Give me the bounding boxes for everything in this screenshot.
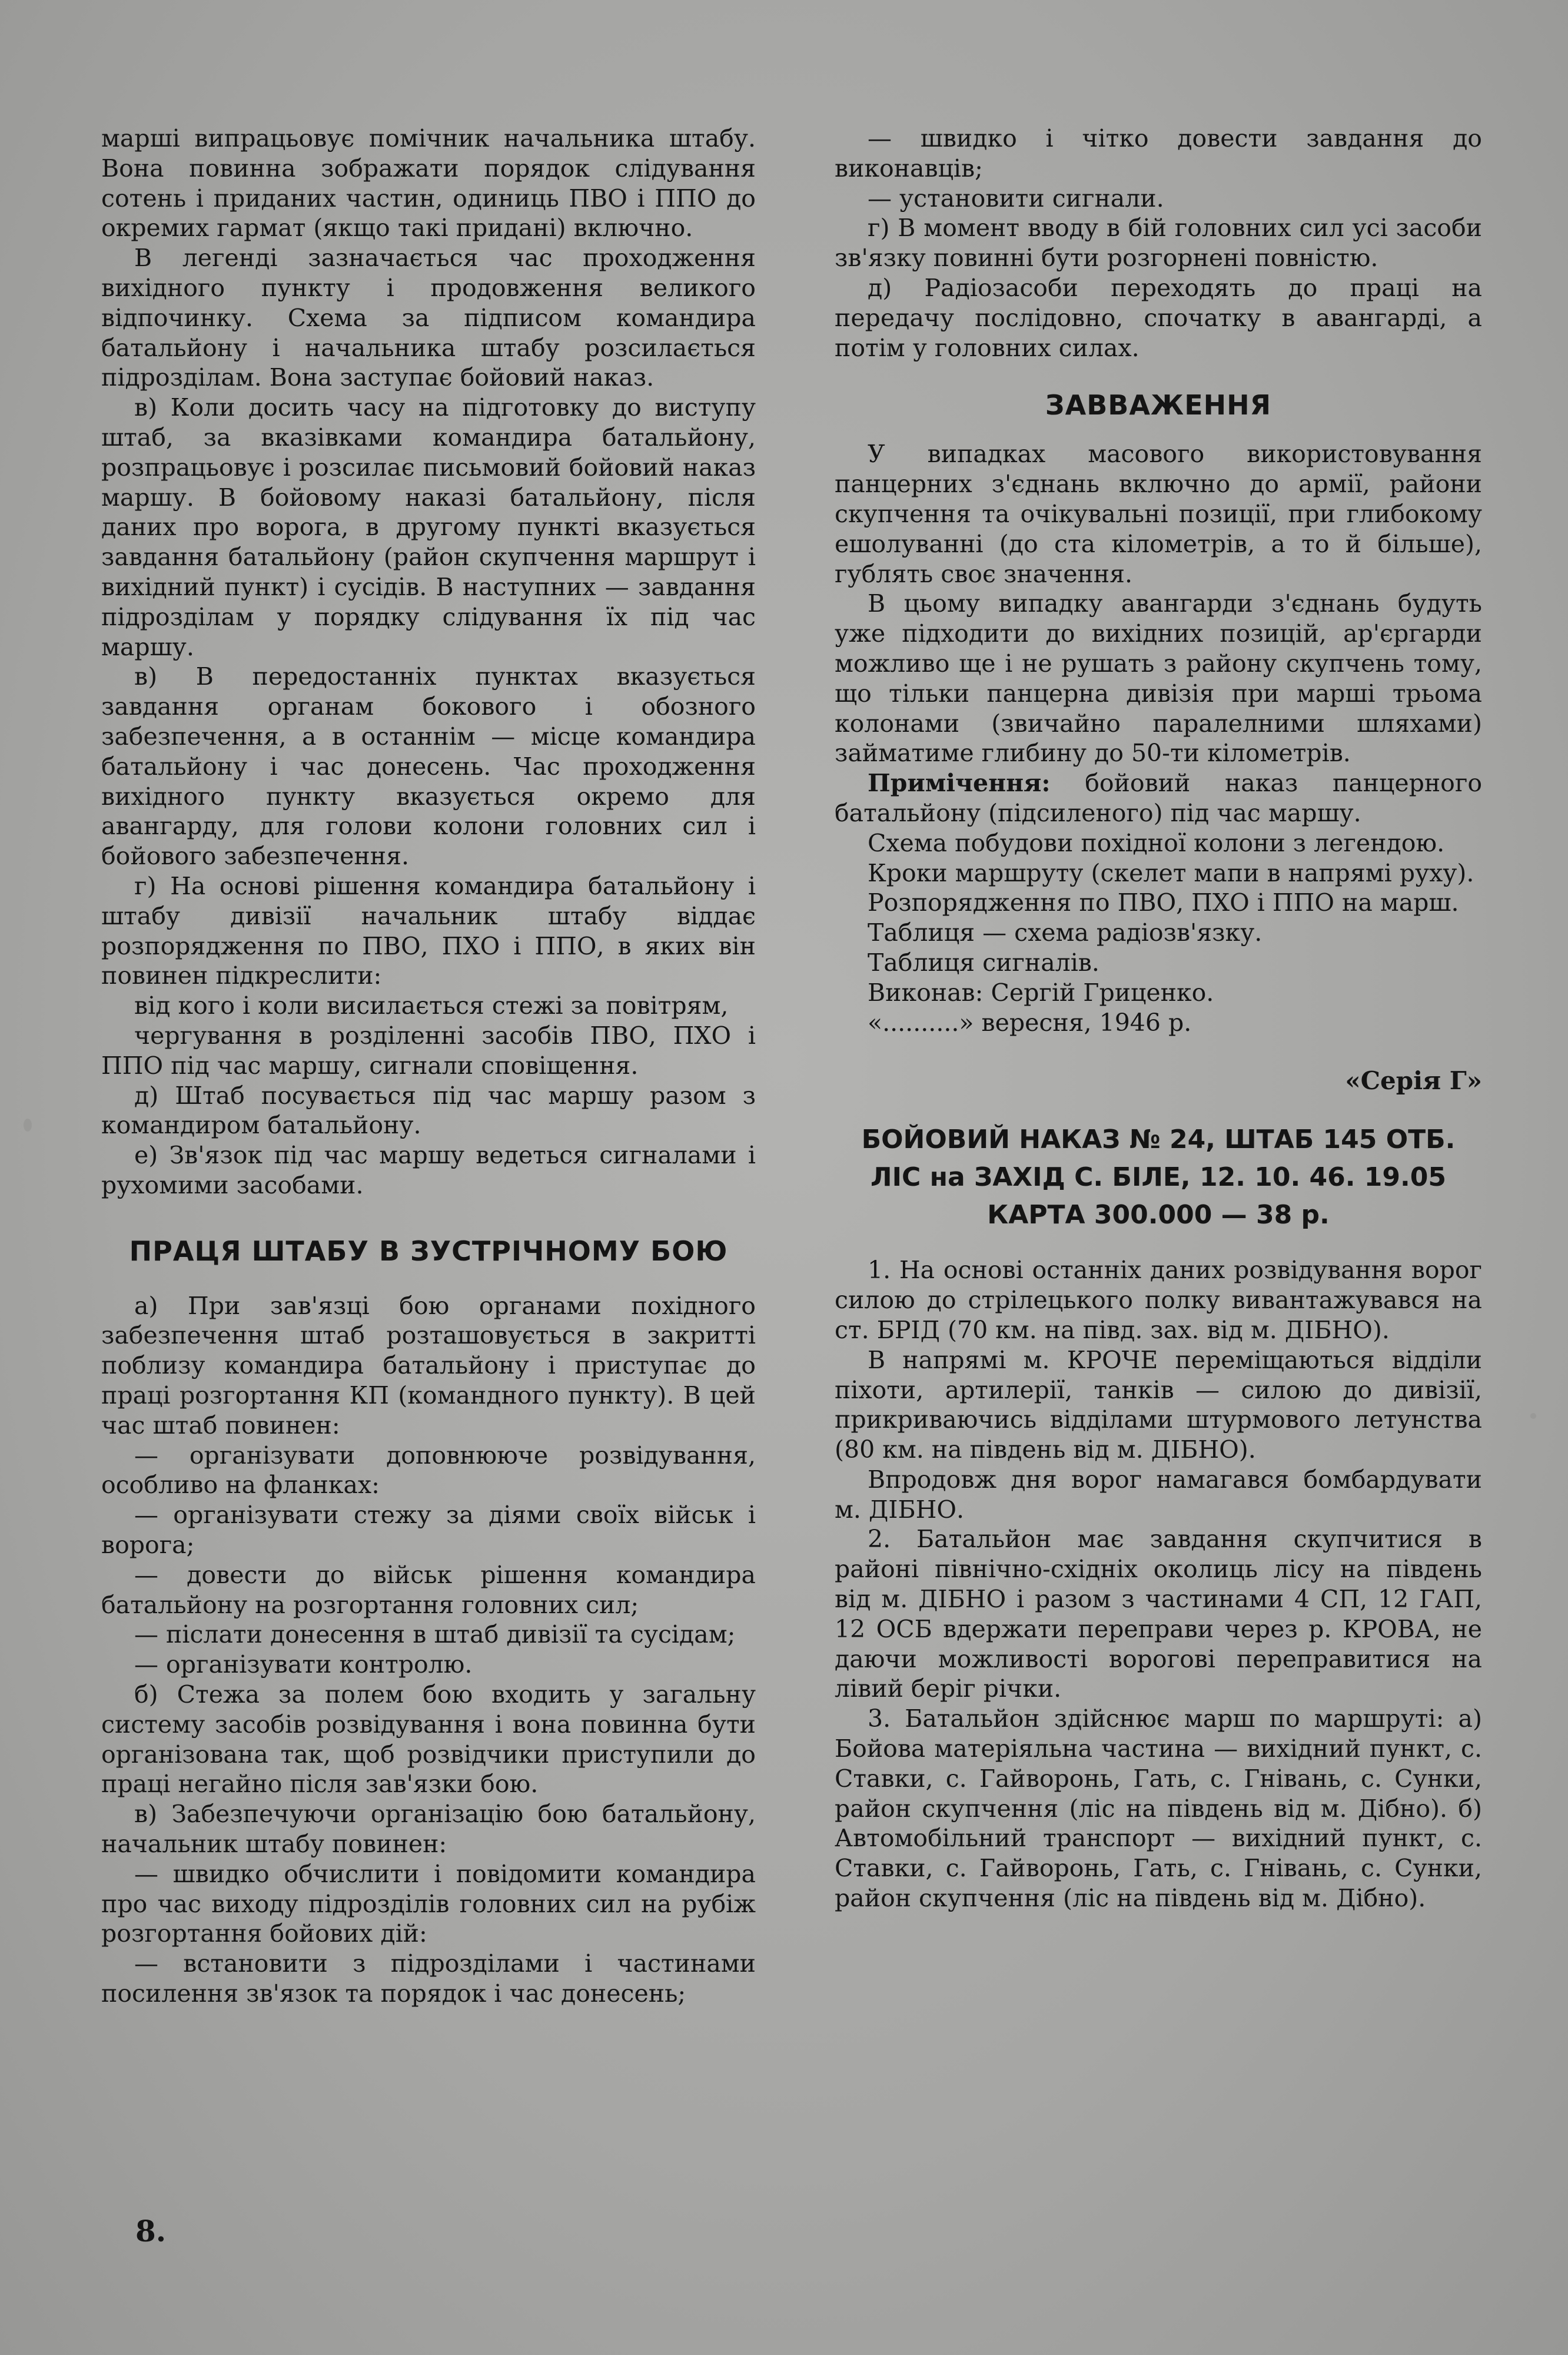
left-column — [101, 124, 756, 2009]
paragraph: е) Зв'язок під час маршу ведеться сигналами і рухомими засобами. — [101, 1141, 756, 1199]
paper-blemish — [24, 1119, 32, 1132]
paragraph: — організувати доповнююче розвідування, особливо на фланках: — [101, 1441, 756, 1500]
paragraph: марші випрацьовує помічник начальника штабу. Вона повинна зображати порядок слідування сотень і приданих частин, одиниць ПВО і ППО до окремих гармат (якщо такі придані) включно. — [101, 124, 756, 243]
note-item: Таблиця сигналів. — [868, 948, 1099, 977]
paragraph: — організувати стежу за діями своїх військ і ворога; — [101, 1501, 756, 1560]
paragraph: д) Радіозасоби переходять до праці на передачу послідовно, спочатку в авангарді, а потім у головних силах. — [835, 273, 1482, 362]
note-text: бойовий наказ панцерного батальйону (підсиленого) під час маршу. — [835, 769, 1482, 827]
note-label: Примічення: — [868, 769, 1051, 798]
paragraph: — довести до військ рішення командира батальйону на розгортання головних сил; — [101, 1560, 756, 1619]
order-heading-line: ЛІС на ЗАХІД С. БІЛЕ, 12. 10. 46. 19.05 — [871, 1162, 1446, 1193]
right-column — [835, 124, 1482, 1913]
paragraph: — установити сигнали. — [868, 184, 1164, 213]
paragraph: в) Коли досить часу на підготовку до виступу штаб, за вказівками командира батальйону, розпрацьовує і розсилає письмовий бойовий наказ маршу. В бойовому наказі батальйону, після даних про ворога, в другому пункті вказується завдання батальйону (район скупчення маршрут і вихідний пункт) і сусідів. В наступних — завдання підрозділам у порядку слідування їх під час маршу. — [101, 393, 756, 661]
series-label: «Серія Г» — [1345, 1066, 1482, 1096]
paragraph: чергування в розділенні засобів ПВО, ПХО і ППО під час маршу, сигнали сповіщення. — [101, 1021, 756, 1080]
paragraph: — встановити з підрозділами і частинами посилення зв'язок та порядок і час донесень; — [101, 1949, 756, 2008]
note-item: Схема побудови похідної колони з легендою. — [868, 828, 1445, 857]
paragraph: — швидко і чітко довести завдання до виконавців; — [835, 124, 1482, 183]
note-paragraph — [835, 768, 1482, 828]
paragraph: 2. Батальйон має завдання скупчитися в районі північно-східніх околиць лісу на південь від м. ДІБНО і разом з частинами 4 СП, 12 ГАП, 12 ОСБ вдержати переправи через р. КРОВА, не даючи можливості ворогові переправитися на лівий беріг річки. — [835, 1525, 1482, 1703]
paragraph: б) Стежа за полем бою входить у загальну систему засобів розвідування і вона повинна бути організована так, щоб розвідчики приступили до праці негайно після зав'язки бою. — [101, 1680, 756, 1799]
paragraph: в) В передостанніх пунктах вказується завдання органам бокового і обозного забезпечення, а в останнім — місце командира батальйону і час донесень. Час проходження вихідного пункту вказується окремо для авангарду, для голови колони головних сил і бойового забезпечення. — [101, 662, 756, 871]
order-heading-line: КАРТА 300.000 — 38 р. — [987, 1200, 1330, 1230]
paragraph: г) В момент вводу в бій головних сил усі засоби зв'язку повинні бути розгорнені повністю. — [835, 214, 1482, 273]
paragraph: — швидко обчислити і повідомити командира про час виходу підрозділів головних сил на рубіж розгортання бойових дій: — [101, 1859, 756, 1948]
section-heading: ПРАЦЯ ШТАБУ В ЗУСТРІЧНОМУ БОЮ — [129, 1235, 728, 1267]
paragraph: В легенді зазначається час проходження вихідного пункту і продовження великого відпочинку. Схема за підписом командира батальйону і начальника штабу розсилається підрозділам. Вона заступає бойовий наказ. — [101, 244, 756, 392]
paragraph: 1. На основі останніх даних розвідування ворог силою до стрілецького полку вивантажувався на ст. БРІД (70 км. на півд. зах. від м. ДІБНО). — [835, 1256, 1482, 1344]
paper-blemish — [1530, 1413, 1536, 1419]
order-heading — [835, 1121, 1482, 1234]
order-heading-line: БОЙОВИЙ НАКАЗ № 24, ШТАБ 145 ОТБ. — [861, 1125, 1456, 1155]
paragraph: — організувати контролю. — [134, 1650, 473, 1679]
paragraph: В напрямі м. КРОЧЕ переміщаються відділи піхоти, артилерії, танків — силою до дивізії, прикриваючись відділами штурмового летунства (80 км. на південь від м. ДІБНО). — [835, 1345, 1482, 1464]
paragraph: Впродовж дня ворог намагався бомбардувати м. ДІБНО. — [835, 1465, 1482, 1524]
note-item: Кроки маршруту (скелет мапи в напрямі руху). — [868, 858, 1474, 887]
paragraph: 3. Батальйон здійснює марш по маршруті: а) Бойова матеріяльна частина — вихідний пункт, с. Ставки, с. Гайворонь, Гать, с. Гнівань, с. Сунки, район скупчення (ліс на південь від м. Дібно). б) Автомобільний транспорт — вихідний пункт, с. Ставки, с. Гайворонь, Гать, с. Гнівань, с. Сунки, район скупчення (ліс на південь від м. Дібно). — [835, 1704, 1482, 1913]
paragraph: В цьому випадку авангарди з'єднань будуть уже підходити до вихідних позицій, ар'єргарди можливо ще і не рушать з району скупчень тому, що тільки панцерна дивізія при марші трьома колонами (звичайно паралелними шляхами) займатиме глибину до 50-ти кілометрів. — [835, 589, 1482, 768]
paragraph: в) Забезпечуючи організацію бою батальйону, начальник штабу повинен: — [101, 1800, 756, 1859]
paragraph: д) Штаб посувається під час маршу разом з командиром батальйону. — [101, 1081, 756, 1140]
note-item: Виконав: Сергій Гриценко. — [868, 978, 1214, 1007]
paragraph: — післати донесення в штаб дивізії та сусідам; — [134, 1620, 736, 1649]
paragraph: від кого і коли висилається стежі за повітрям, — [134, 991, 729, 1020]
paragraph: У випадках масового використовування панцерних з'єднань включно до армії, райони скупчення та очікувальні позиції, при глибокому ешолуванні (до ста кілометрів, а то й більше), гублять своє значення. — [835, 440, 1482, 588]
paragraph: г) На основі рішення командира батальйону і штабу дивізії начальник штабу віддає розпорядження по ПВО, ПХО і ППО, в яких він повинен підкреслити: — [101, 871, 756, 990]
page-number: 8. — [135, 2214, 167, 2248]
note-item: Таблиця — схема радіозв'язку. — [868, 918, 1263, 947]
note-item: Розпорядження по ПВО, ПХО і ППО на марш. — [868, 888, 1459, 917]
paragraph: а) При зав'язці бою органами похідного забезпечення штаб розташовується в закритті поблизу командира батальйону і приступає до праці розгортання КП (командного пункту). В цей час штаб повинен: — [101, 1291, 756, 1439]
section-heading: ЗАВВАЖЕННЯ — [1045, 389, 1272, 422]
note-item: «..........» вересня, 1946 р. — [868, 1008, 1192, 1037]
